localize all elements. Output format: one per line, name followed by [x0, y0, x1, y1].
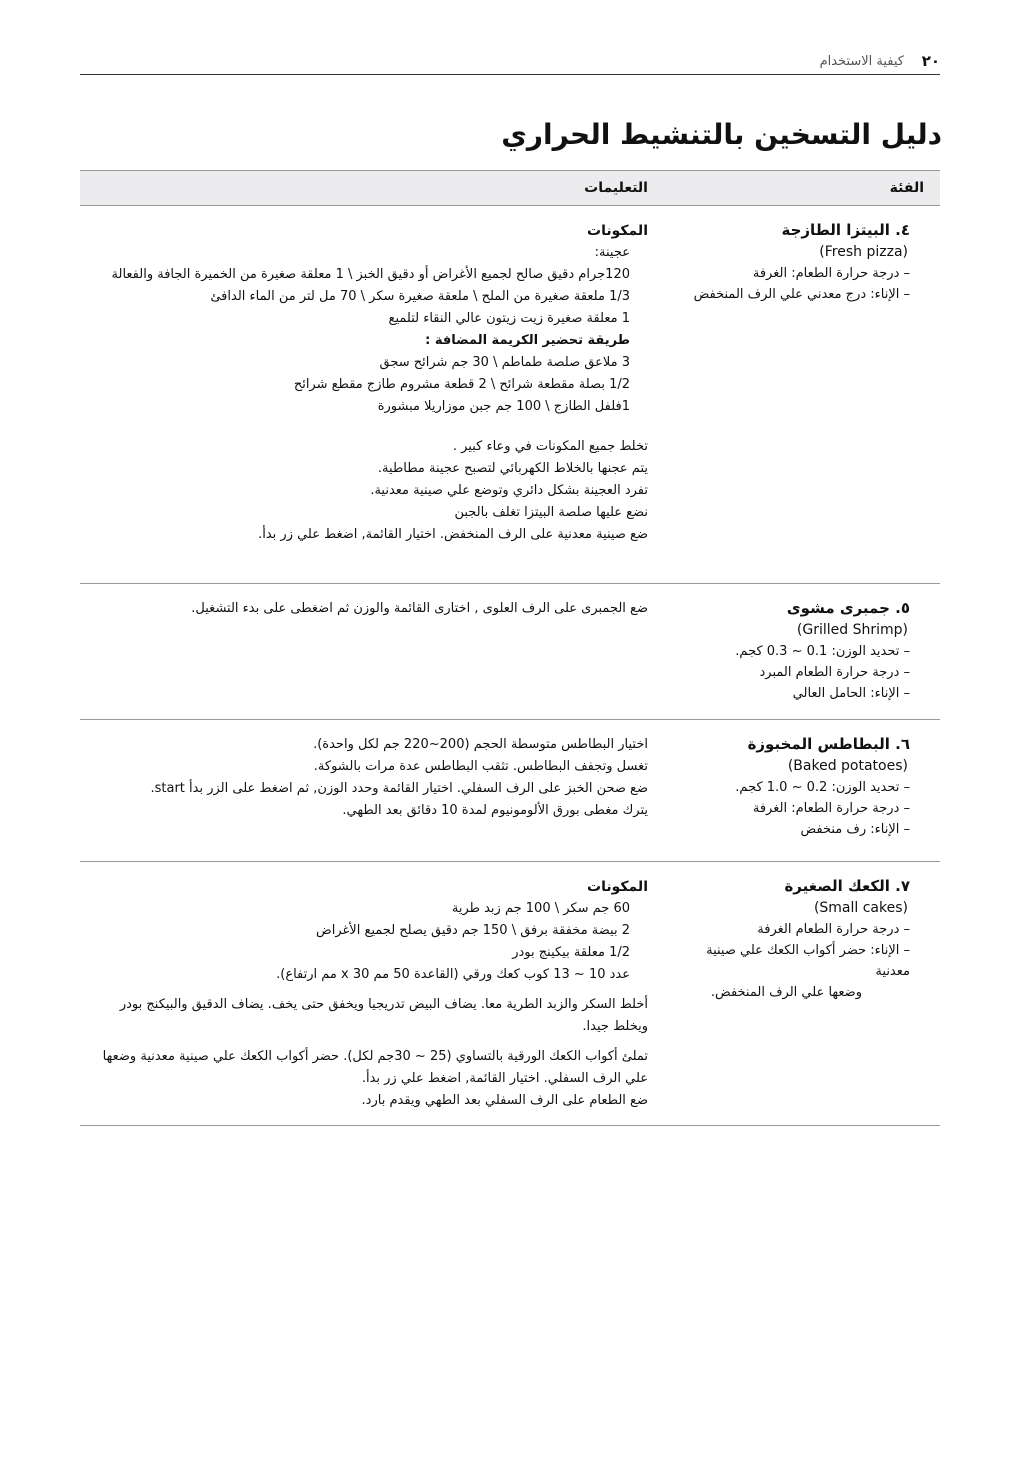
- category-cell: [670, 862, 940, 1125]
- category-cell: [670, 206, 940, 583]
- dough-label: عجينة:: [594, 245, 630, 260]
- step-line: ضع الجمبرى على الرف العلوى , اختارى القائمة والوزن ثم اضغطى على بدء التشغيل.: [191, 601, 648, 616]
- ingredient-line: 1/2 معلقة بيكينج بودر: [512, 945, 630, 960]
- ingredient-line: عدد 10 ~ 13 كوب كعك ورقي (القاعدة 50 مم x 30 مم ارتفاع).: [276, 967, 630, 982]
- category-english: (Grilled Shrimp): [796, 622, 908, 638]
- table-row: [80, 584, 940, 720]
- instructions-cell: [80, 206, 670, 583]
- instructions-cell: [80, 862, 670, 1125]
- chapter-label: كيفية الاستخدام: [819, 54, 904, 69]
- method-paragraph: تملئ أكواب الكعك الورقية بالتساوي (25 ~ 30جم لكل). حضر أكواب الكعك علي صينية معدنية وضعها علي الرف السفلي. اختيار القائمة, اضغط علي زر بدأ.: [102, 1049, 648, 1086]
- step-line: تفرد العجينة بشكل دائري وتوضع علي صينية معدنية.: [370, 483, 648, 498]
- category-cell: [670, 584, 940, 719]
- table-row: [80, 720, 940, 862]
- step-line: تخلط جميع المكونات في وعاء كبير .: [452, 439, 648, 454]
- ingredient-line: 60 جم سكر \ 100 جم زبد طرية: [451, 901, 630, 916]
- category-cell: [670, 720, 940, 861]
- table-row: [80, 206, 940, 584]
- category-detail: – الإناء: رف منخفض: [800, 822, 910, 837]
- table-row: [80, 862, 940, 1126]
- category-detail: وضعها علي الرف المنخفض.: [710, 985, 862, 1000]
- category-detail: – الإناء: حضر أكواب الكعك علي صينية معدنية: [706, 943, 910, 979]
- category-detail: – درجة حرارة الطعام: الغرفة: [752, 266, 910, 281]
- instructions-cell: [80, 720, 670, 861]
- ingredients-heading: المكونات: [587, 223, 648, 239]
- method-paragraph: أخلط السكر والزبد الطرية معا. يضاف البيض تدريجيا ويخفق حتى يخف. يضاف الدقيق والبيكنج بودر ويخلط جيدا.: [119, 997, 648, 1034]
- category-title: ٧. الكعك الصغيرة: [784, 877, 910, 895]
- table-header: [80, 170, 940, 206]
- ingredient-line: 1/2 بصلة مقطعة شرائح \ 2 قطعة مشروم طازج مقطع شرائح: [293, 377, 630, 392]
- ingredient-line: 1فلفل الطازج \ 100 جم جبن موزاريلا مبشورة: [377, 399, 630, 414]
- category-detail: – الإناء: الحامل العالي: [792, 686, 910, 701]
- page-title: دليل التسخين بالتنشيط الحراري: [501, 118, 942, 151]
- step-line: ضع صحن الخبز على الرف السفلي. اختيار القائمة وحدد الوزن, ثم اضغط على الزر بدأ start.: [150, 781, 648, 796]
- category-english: (Baked potatoes): [787, 758, 908, 774]
- step-line: تغسل وتجفف البطاطس. تثقب البطاطس عدة مرات بالشوكة.: [313, 759, 648, 774]
- method-paragraph: ضع الطعام على الرف السفلي بعد الطهي ويقدم بارد.: [361, 1093, 648, 1108]
- page-header: [80, 50, 940, 75]
- category-title: ٤. البيتزا الطازجة: [781, 221, 910, 239]
- page-number: ٢٠: [921, 52, 940, 70]
- column-header-category: الفئة: [889, 180, 924, 196]
- instructions-cell: [80, 584, 670, 719]
- ingredient-line: 2 بيضة مخفقة برفق \ 150 جم دقيق يصلح لجميع الأغراض: [315, 923, 630, 938]
- step-line: ضع صينية معدنية على الرف المنخفض. اختيار القائمة, اضغط علي زر بدأ.: [258, 527, 648, 542]
- column-header-instructions: التعليمات: [584, 180, 648, 196]
- step-line: يتم عجنها بالخلاط الكهربائي لتصبح عجينة مطاطية.: [377, 461, 648, 476]
- category-title: ٦. البطاطس المخبوزة: [747, 735, 910, 753]
- category-detail: – تحديد الوزن: 0.1 ~ 0.3 كجم.: [735, 644, 910, 659]
- ingredient-line: 120جرام دقيق صالح لجميع الأغراض أو دقيق الخبز \ 1 معلقة صغيرة من الخميرة الجافة والفعالة: [111, 267, 630, 282]
- ingredients-heading: المكونات: [587, 879, 648, 895]
- category-detail: – تحديد الوزن: 0.2 ~ 1.0 كجم.: [735, 780, 910, 795]
- category-detail: – درجة حرارة الطعام: الغرفة: [752, 801, 910, 816]
- step-line: نضع عليها صلصة البيتزا تغلف بالجبن: [454, 505, 648, 520]
- category-english: (Small cakes): [813, 900, 908, 916]
- cooking-guide-table: [80, 170, 940, 1126]
- ingredient-line: 3 ملاعق صلصة طماطم \ 30 جم شرائح سجق: [379, 355, 630, 370]
- step-line: يترك مغطى بورق الألومونيوم لمدة 10 دقائق بعد الطهي.: [342, 803, 648, 818]
- category-detail: – درجة حرارة الطعام الغرفة: [757, 922, 910, 937]
- ingredient-line: 1/3 ملعقة صغيرة من الملح \ ملعقة صغيرة سكر \ 70 مل لتر من الماء الدافئ: [210, 289, 630, 304]
- cream-label: طريقة تحضير الكريمة المضافة :: [425, 333, 630, 348]
- category-title: ٥. جمبرى مشوى: [786, 599, 910, 617]
- category-detail: – الإناء: درج معدني علي الرف المنخفض: [693, 287, 910, 302]
- ingredient-line: 1 معلقة صغيرة زيت زيتون عالي النقاء لتلميع: [388, 311, 630, 326]
- category-english: (Fresh pizza): [819, 244, 908, 260]
- step-line: اختيار البطاطس متوسطة الحجم (200~220 جم لكل واحدة).: [313, 737, 648, 752]
- category-detail: – درجة حرارة الطعام المبرد: [759, 665, 910, 680]
